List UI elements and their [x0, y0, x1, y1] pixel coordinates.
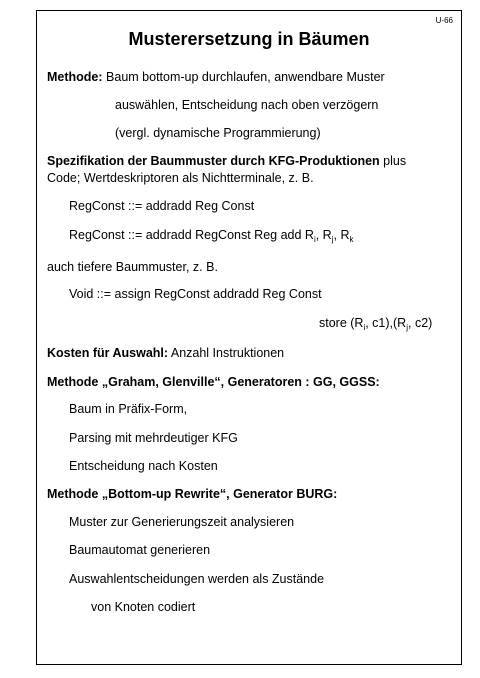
production-2-sep-2: , R — [333, 228, 350, 242]
subscript-j: j — [331, 235, 334, 244]
methode-line-1 — [47, 70, 385, 84]
production-2-text: RegConst ::= addradd RegConst Reg add R — [69, 228, 314, 242]
code-part-3: , c2) — [408, 316, 433, 330]
methode-line-3: (vergl. dynamische Programmierung) — [115, 126, 321, 140]
spec-line-1 — [47, 154, 406, 168]
spec-heading-tail: plus — [379, 154, 407, 168]
deeper-patterns-line: auch tiefere Baummuster, z. B. — [47, 260, 218, 274]
production-3-code — [319, 316, 432, 330]
code-part-1: store (R — [319, 316, 364, 330]
list-item: Baum in Präfix-Form, — [69, 402, 188, 416]
graham-heading: Methode „Graham, Glenville“, Generatoren : GG, GGSS: — [47, 375, 380, 389]
methode-text-1: Baum bottom-up durchlaufen, anwendbare Muster — [106, 70, 385, 84]
production-1: RegConst ::= addradd Reg Const — [69, 199, 255, 213]
burg-heading: Methode „Bottom-up Rewrite“, Generator BURG: — [47, 487, 338, 501]
methode-line-2: auswählen, Entscheidung nach oben verzögern — [115, 98, 379, 112]
page-id: U-66 — [435, 16, 453, 25]
spec-line-2: Code; Wertdeskriptoren als Nichtterminale, z. B. — [47, 171, 314, 185]
subscript-i: i — [313, 235, 316, 244]
list-item: Auswahlentscheidungen werden als Zustände — [69, 572, 325, 586]
methode-label: Methode: — [47, 70, 103, 84]
list-item: von Knoten codiert — [91, 600, 196, 614]
subscript-k: k — [349, 235, 354, 244]
page-title: Musterersetzung in Bäumen — [128, 29, 370, 49]
production-2 — [69, 228, 353, 242]
kosten-line — [47, 346, 284, 360]
subscript-i: i — [363, 323, 366, 332]
subscript-j: j — [406, 323, 408, 332]
list-item: Parsing mit mehrdeutiger KFG — [69, 431, 238, 445]
production-3: Void ::= assign RegConst addradd Reg Const — [69, 287, 322, 301]
list-item: Baumautomat generieren — [69, 543, 211, 557]
kosten-label: Kosten für Auswahl: — [47, 346, 169, 360]
list-item: Muster zur Generierungszeit analysieren — [69, 515, 295, 529]
kosten-text: Anzahl Instruktionen — [168, 346, 285, 360]
slide-frame — [36, 10, 462, 665]
code-part-2: , c1),(R — [365, 316, 407, 330]
production-2-sep-1: , R — [315, 228, 332, 242]
spec-heading: Spezifikation der Baummuster durch KFG-Produktionen — [47, 154, 380, 168]
list-item: Entscheidung nach Kosten — [69, 459, 218, 473]
